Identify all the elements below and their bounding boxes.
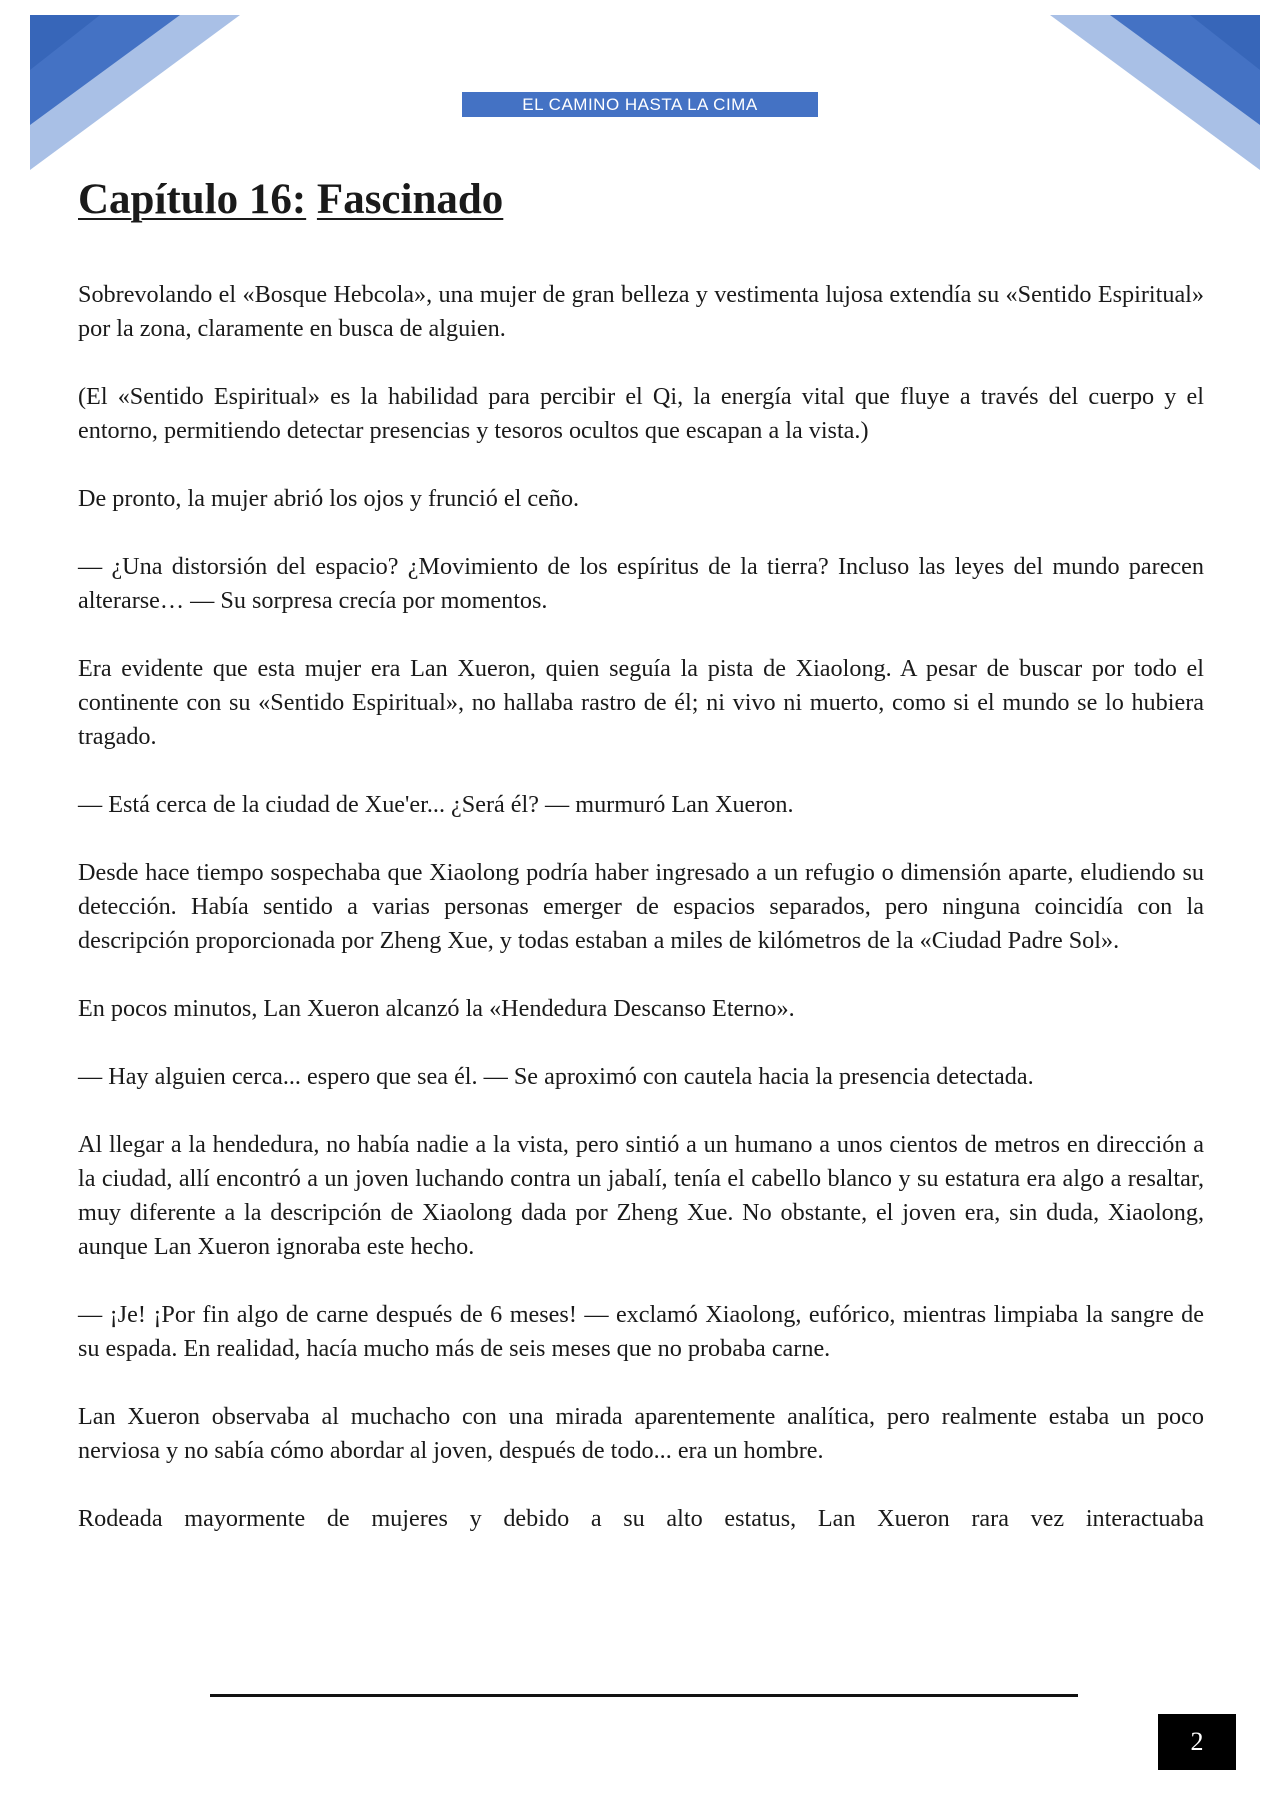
paragraph: — Está cerca de la ciudad de Xue'er... ¿Será él? — murmuró Lan Xueron.	[78, 791, 794, 818]
header-banner: EL CAMINO HASTA LA CIMA	[462, 92, 818, 117]
chapter-body	[78, 278, 1204, 1536]
paragraph: En pocos minutos, Lan Xueron alcanzó la «Hendedura Descanso Eterno».	[78, 995, 795, 1022]
paragraph: — ¿Una distorsión del espacio? ¿Movimiento de los espíritus de la tierra? Incluso las leyes del mundo parecen alterarse… — Su sorpresa crecía por momentos.	[78, 553, 1204, 614]
chapter-title	[78, 172, 503, 228]
paragraph: (El «Sentido Espiritual» es la habilidad para percibir el Qi, la energía vital que fluye a través del cuerpo y el entorno, permitiendo detectar presencias y tesoros ocultos que escapan a la vista.)	[78, 383, 1204, 444]
paragraph: — ¡Je! ¡Por fin algo de carne después de 6 meses! — exclamó Xiaolong, eufórico, mientras limpiaba la sangre de su espada. En realidad, hacía mucho más de seis meses que no probaba carne.	[78, 1301, 1204, 1362]
paragraph: Desde hace tiempo sospechaba que Xiaolong podría haber ingresado a un refugio o dimensión aparte, eludiendo su detección. Había sentido a varias personas emerger de espacios separados, pero ninguna coincidía con la descripción proporcionada por Zheng Xue, y todas estaban a miles de kilómetros de la «Ciudad Padre Sol».	[78, 859, 1204, 954]
paragraph: Rodeada mayormente de mujeres y debido a su alto estatus, Lan Xueron rara vez interactuaba	[78, 1505, 1204, 1532]
page-number: 2	[1158, 1714, 1236, 1770]
paragraph: Al llegar a la hendedura, no había nadie a la vista, pero sintió a un humano a unos cientos de metros en dirección a la ciudad, allí encontró a un joven luchando contra un jabalí, tenía el cabello blanco y su estatura era algo a resaltar, muy diferente a la descripción de Xiaolong dada por Zheng Xue. No obstante, el joven era, sin duda, Xiaolong, aunque Lan Xueron ignoraba este hecho.	[78, 1131, 1204, 1260]
corner-decoration-right	[1040, 0, 1270, 190]
chapter-label: Capítulo 16:	[78, 176, 307, 223]
chapter-name: Fascinado	[316, 176, 504, 223]
paragraph: Sobrevolando el «Bosque Hebcola», una mujer de gran belleza y vestimenta lujosa extendía su «Sentido Espiritual» por la zona, claramente en busca de alguien.	[78, 281, 1204, 342]
footer-divider	[210, 1694, 1078, 1697]
corner-decoration-left	[20, 0, 250, 190]
paragraph: — Hay alguien cerca... espero que sea él. — Se aproximó con cautela hacia la presencia detectada.	[78, 1063, 1034, 1090]
paragraph: De pronto, la mujer abrió los ojos y frunció el ceño.	[78, 485, 580, 512]
paragraph: Lan Xueron observaba al muchacho con una mirada aparentemente analítica, pero realmente estaba un poco nerviosa y no sabía cómo abordar al joven, después de todo... era un hombre.	[78, 1403, 1204, 1464]
paragraph: Era evidente que esta mujer era Lan Xueron, quien seguía la pista de Xiaolong. A pesar de buscar por todo el continente con su «Sentido Espiritual», no hallaba rastro de él; ni vivo ni muerto, como si el mundo se lo hubiera tragado.	[78, 655, 1204, 750]
